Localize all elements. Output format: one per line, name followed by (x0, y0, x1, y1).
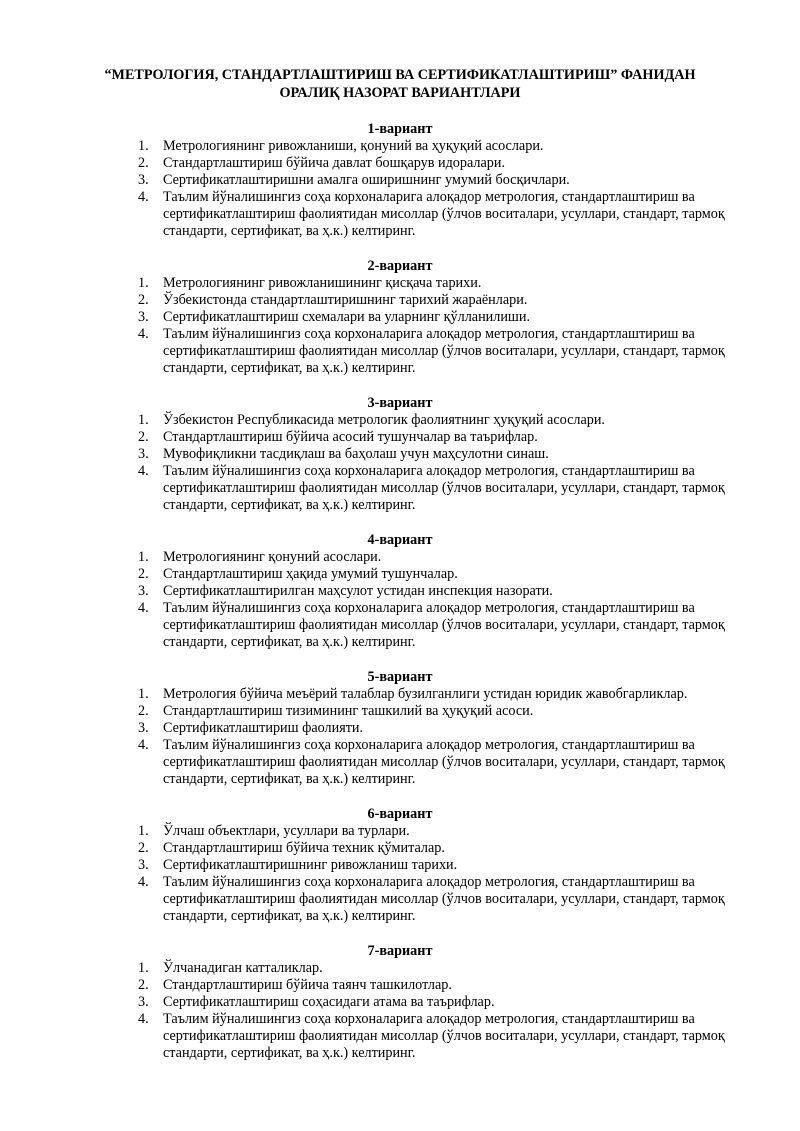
variant-title: 3-вариант (367, 395, 433, 411)
question-number: 4. (138, 326, 149, 342)
question-number: 2. (138, 703, 149, 719)
question-text: Метрологиянинг ривожланишининг қисқача тарихи. (163, 275, 482, 291)
question-item (0, 583, 800, 600)
document-title-line-2: ОРАЛИҚ НАЗОРАТ ВАРИАНТЛАРИ (279, 85, 521, 101)
question-number: 4. (138, 189, 149, 205)
question-item (0, 857, 800, 874)
variant-section (0, 806, 800, 925)
question-item (0, 720, 800, 737)
variant-section (0, 669, 800, 788)
question-item (0, 463, 800, 514)
variant-title: 7-вариант (367, 943, 433, 959)
question-text: Стандартлаштириш тизимининг ташкилий ва ҳуқуқий асоси. (163, 703, 534, 719)
question-text: Стандартлаштириш ҳақида умумий тушунчалар. (163, 566, 458, 582)
question-text: Метрологиянинг қонуний асослари. (163, 549, 382, 565)
question-item (0, 823, 800, 840)
question-number: 2. (138, 429, 149, 445)
question-item (0, 446, 800, 463)
question-text: Стандартлаштириш бўйича таянч ташкилотлар. (163, 977, 452, 993)
question-text: Таълим йўналишингиз соҳа корхоналарига алоқадор метрология, стандартлаштириш ва сертификатлаштириш фаолиятидан мисоллар (ўлчов воситалари, усуллари, стандарт, тармоқ стандарти, сертификат, ва ҳ.к.) келтиринг. (163, 874, 725, 924)
variant-question-list (0, 823, 800, 925)
question-item (0, 737, 800, 788)
variant-title: 4-вариант (367, 532, 433, 548)
question-text: Таълим йўналишингиз соҳа корхоналарига алоқадор метрология, стандартлаштириш ва сертификатлаштириш фаолиятидан мисоллар (ўлчов воситалари, усуллари, стандарт, тармоқ стандарти, сертификат, ва ҳ.к.) келтиринг. (163, 600, 725, 650)
question-item (0, 275, 800, 292)
question-item (0, 566, 800, 583)
question-item (0, 686, 800, 703)
question-text: Сертификатлаштириш фаолияти. (163, 720, 364, 736)
question-number: 1. (138, 412, 149, 428)
question-text: Сертификатлаштириш схемалари ва уларнинг қўлланилиши. (163, 309, 530, 325)
question-number: 2. (138, 155, 149, 171)
question-item (0, 994, 800, 1011)
question-item (0, 292, 800, 309)
question-item (0, 549, 800, 566)
question-text: Таълим йўналишингиз соҳа корхоналарига алоқадор метрология, стандартлаштириш ва сертификатлаштириш фаолиятидан мисоллар (ўлчов воситалари, усуллари, стандарт, тармоқ стандарти, сертификат, ва ҳ.к.) келтиринг. (163, 326, 725, 376)
variant-title: 6-вариант (367, 806, 433, 822)
question-text: Ўзбекистонда стандартлаштиришнинг тарихий жараёнлари. (163, 292, 528, 308)
question-number: 3. (138, 720, 149, 736)
question-text: Таълим йўналишингиз соҳа корхоналарига алоқадор метрология, стандартлаштириш ва сертификатлаштириш фаолиятидан мисоллар (ўлчов воситалари, усуллари, стандарт, тармоқ стандарти, сертификат, ва ҳ.к.) келтиринг. (163, 463, 725, 513)
question-number: 1. (138, 549, 149, 565)
variant-question-list (0, 138, 800, 240)
question-number: 4. (138, 737, 149, 753)
question-number: 3. (138, 994, 149, 1010)
variant-section (0, 121, 800, 240)
question-item (0, 977, 800, 994)
question-item (0, 874, 800, 925)
question-number: 1. (138, 960, 149, 976)
variants-list (0, 121, 800, 1062)
question-text: Метрология бўйича меъёрий талаблар бузилганлиги устидан юридик жавобгарликлар. (163, 686, 688, 702)
question-text: Сертификатлаштиришни амалга оширишнинг умумий босқичлари. (163, 172, 570, 188)
question-number: 2. (138, 840, 149, 856)
variant-section (0, 532, 800, 651)
document-page (0, 66, 800, 1062)
variant-title: 1-вариант (367, 121, 433, 137)
question-item (0, 155, 800, 172)
question-item (0, 703, 800, 720)
question-number: 4. (138, 874, 149, 890)
question-item (0, 172, 800, 189)
question-number: 3. (138, 172, 149, 188)
question-number: 4. (138, 1011, 149, 1027)
question-text: Ўзбекистон Республикасида метрологик фаолиятнинг ҳуқуқий асослари. (163, 412, 605, 428)
document-title (0, 66, 800, 102)
question-number: 1. (138, 138, 149, 154)
question-number: 1. (138, 823, 149, 839)
document-title-line-1: “МЕТРОЛОГИЯ, СТАНДАРТЛАШТИРИШ ВА СЕРТИФИКАТЛАШТИРИШ” ФАНИДАН (104, 67, 696, 83)
question-item (0, 138, 800, 155)
question-text: Таълим йўналишингиз соҳа корхоналарига алоқадор метрология, стандартлаштириш ва сертификатлаштириш фаолиятидан мисоллар (ўлчов воситалари, усуллари, стандарт, тармоқ стандарти, сертификат, ва ҳ.к.) келтиринг. (163, 737, 725, 787)
question-number: 2. (138, 977, 149, 993)
variant-question-list (0, 412, 800, 514)
variant-section (0, 395, 800, 514)
question-text: Сертификатлаштирилган маҳсулот устидан инспекция назорати. (163, 583, 553, 599)
question-item (0, 189, 800, 240)
question-item (0, 840, 800, 857)
variant-section (0, 943, 800, 1062)
question-number: 4. (138, 463, 149, 479)
question-text: Ўлчанадиган катталиклар. (163, 960, 323, 976)
question-number: 3. (138, 583, 149, 599)
question-number: 2. (138, 292, 149, 308)
question-text: Мувофиқликни тасдиқлаш ва баҳолаш учун маҳсулотни синаш. (163, 446, 549, 462)
variant-question-list (0, 549, 800, 651)
variant-title: 5-вариант (367, 669, 433, 685)
question-number: 1. (138, 275, 149, 291)
variant-question-list (0, 686, 800, 788)
question-text: Стандартлаштириш бўйича техник қўмиталар. (163, 840, 445, 856)
variant-title: 2-вариант (367, 258, 433, 274)
variant-section (0, 258, 800, 377)
question-number: 4. (138, 600, 149, 616)
question-item (0, 326, 800, 377)
question-text: Сертификатлаштириш соҳасидаги атама ва таърифлар. (163, 994, 495, 1010)
question-item (0, 309, 800, 326)
question-text: Стандартлаштириш бўйича давлат бошқарув идоралари. (163, 155, 506, 171)
question-text: Ўлчаш объектлари, усуллари ва турлари. (163, 823, 410, 839)
question-number: 3. (138, 446, 149, 462)
question-number: 3. (138, 857, 149, 873)
question-number: 1. (138, 686, 149, 702)
question-item (0, 429, 800, 446)
variant-question-list (0, 960, 800, 1062)
question-item (0, 412, 800, 429)
question-text: Таълим йўналишингиз соҳа корхоналарига алоқадор метрология, стандартлаштириш ва сертификатлаштириш фаолиятидан мисоллар (ўлчов воситалари, усуллари, стандарт, тармоқ стандарти, сертификат, ва ҳ.к.) келтиринг. (163, 189, 725, 239)
variant-question-list (0, 275, 800, 377)
question-number: 2. (138, 566, 149, 582)
question-item (0, 600, 800, 651)
question-text: Стандартлаштириш бўйича асосий тушунчалар ва таърифлар. (163, 429, 538, 445)
question-text: Таълим йўналишингиз соҳа корхоналарига алоқадор метрология, стандартлаштириш ва сертификатлаштириш фаолиятидан мисоллар (ўлчов воситалари, усуллари, стандарт, тармоқ стандарти, сертификат, ва ҳ.к.) келтиринг. (163, 1011, 725, 1061)
question-item (0, 1011, 800, 1062)
question-text: Сертификатлаштиришнинг ривожланиш тарихи. (163, 857, 458, 873)
question-number: 3. (138, 309, 149, 325)
question-item (0, 960, 800, 977)
question-text: Метрологиянинг ривожланиши, қонуний ва ҳуқуқий асослари. (163, 138, 544, 154)
